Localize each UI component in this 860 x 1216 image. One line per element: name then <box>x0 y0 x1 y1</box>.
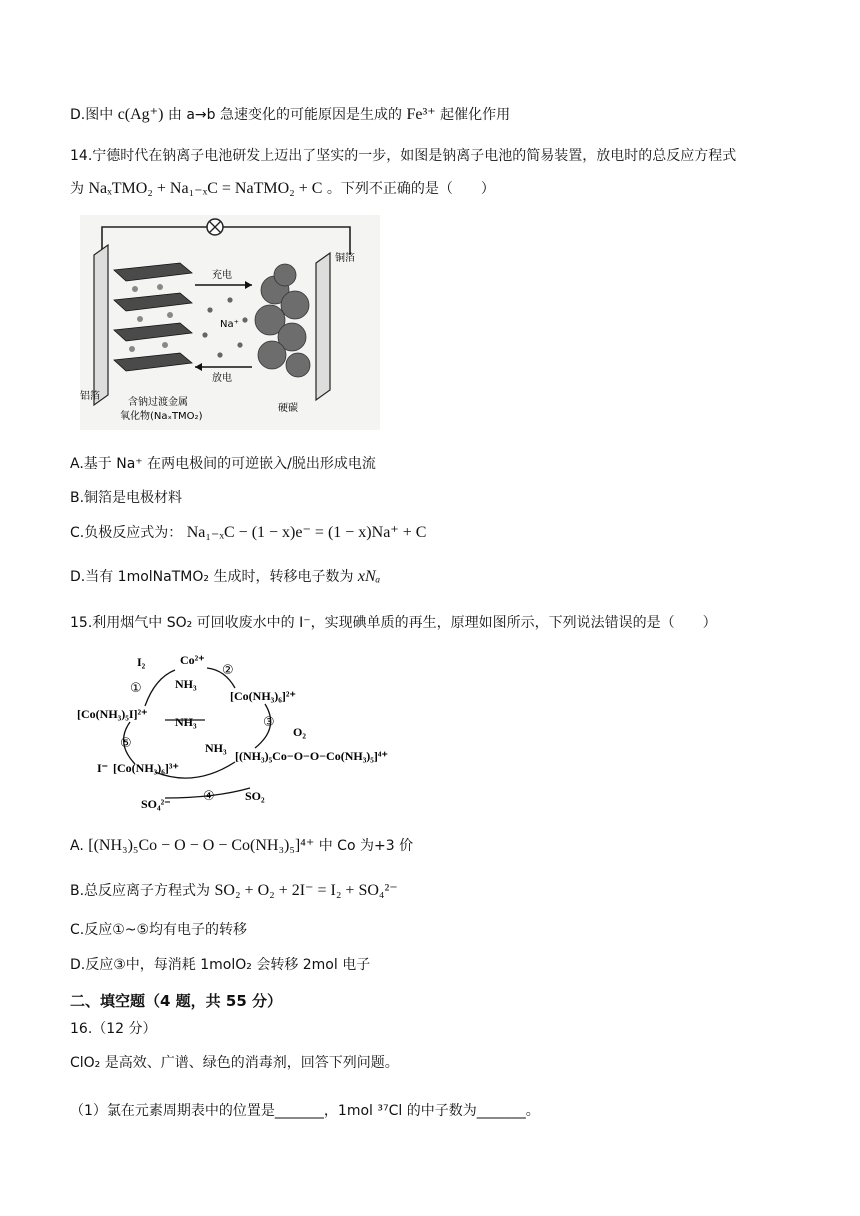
q14-stem2-suffix: 。下列不正确的是（ ） <box>326 181 495 197</box>
catalytic-cycle-diagram <box>75 648 435 818</box>
cycle-nh3-mid: NH₃ <box>175 715 197 729</box>
cycle-peroxo: [(NH₃)₅Co−O−O−Co(NH₃)₅]⁴⁺ <box>235 749 388 763</box>
q16-score: 16.（12 分） <box>70 1021 157 1037</box>
q14-optd-expr: xNₐ <box>357 568 381 585</box>
label-copper: 铜箔 <box>335 253 355 264</box>
sodium-battery-diagram <box>80 215 380 430</box>
q14-stem2-prefix: 为 <box>70 181 84 197</box>
q16-intro: ClO₂ 是高效、广谱、绿色的消毒剂，回答下列问题。 <box>70 1055 399 1071</box>
cycle-so4: SO₄²⁻ <box>141 797 171 811</box>
q14-optc-prefix: C.负极反应式为： <box>70 525 183 541</box>
label-anode: 硬碳 <box>278 403 298 414</box>
q14-option-b: B.铜箔是电极材料 <box>70 490 183 506</box>
q15-option-b <box>70 880 398 900</box>
cycle-nh3-low: NH₃ <box>205 741 227 755</box>
q13-optd-expr: c(Ag⁺) <box>117 106 164 123</box>
q13-optd-mid: 由 a→b 急速变化的可能原因是生成的 <box>167 107 403 123</box>
q15-option-d: D.反应③中，每消耗 1molO₂ 会转移 2mol 电子 <box>70 957 371 973</box>
step-5: ⑤ <box>120 736 132 751</box>
step-4: ④ <box>203 789 215 804</box>
q15-stem: 15.利用烟气中 SO₂ 可回收废水中的 I⁻，实现碘单质的再生，原理如图所示，下列说法错误的是（ ） <box>70 615 717 631</box>
q14-optd-prefix: D.当有 1molNaTMO₂ 生成时，转移电子数为 <box>70 569 354 585</box>
q14-option-d <box>70 566 380 586</box>
cycle-co-nh3-6: [Co(NH₃)₆]²⁺ <box>230 689 296 703</box>
q14-stem-line1: 14.宁德时代在钠离子电池研发上迈出了坚实的一步，如图是钠离子电池的简易装置，放电时的总反应方程式 <box>70 148 737 164</box>
step-1: ① <box>130 681 142 696</box>
label-cathode-2: 氧化物(NaₓTMO₂) <box>120 411 203 422</box>
cycle-arrows <box>124 668 271 798</box>
cycle-o2: O₂ <box>293 725 306 739</box>
cycle-co-nh3-6-3plus: [Co(NH₃)₆]³⁺ <box>113 761 179 775</box>
q15-opta-suffix: 中 Co 为+3 价 <box>318 838 414 854</box>
label-discharge: 放电 <box>212 373 232 384</box>
section-heading: 二、填空题（4 题，共 55 分） <box>70 992 282 1010</box>
step-3: ③ <box>263 715 275 730</box>
q15-opta-equation: [(NH₃)₅Co − O − O − Co(NH₃)₅]⁴⁺ <box>88 837 315 854</box>
q14-option-c <box>70 522 426 542</box>
aluminum-foil <box>94 245 108 405</box>
q14-equation: NaₓTMO₂ + Na₁₋ₓC = NaTMO₂ + C <box>88 180 323 197</box>
cycle-nh3-top: NH₃ <box>175 677 197 691</box>
cycle-co-i: [Co(NH₃)₅I]²⁺ <box>77 707 148 721</box>
q15-option-a <box>70 835 413 855</box>
cycle-i2: I₂ <box>137 655 146 669</box>
q15-optb-prefix: B.总反应离子方程式为 <box>70 883 211 899</box>
q15-option-c: C.反应①~⑤均有电子的转移 <box>70 922 248 938</box>
step-2: ② <box>222 663 234 678</box>
q14-stem-line2 <box>70 178 495 198</box>
q13-optd-prefix: D.图中 <box>70 107 114 123</box>
cycle-so2: SO₂ <box>245 789 265 803</box>
label-na-ion: Na⁺ <box>220 319 239 330</box>
q14-optc-equation: Na₁₋ₓC − (1 − x)e⁻ = (1 − x)Na⁺ + C <box>186 524 427 541</box>
cycle-co2: Co²⁺ <box>180 653 205 667</box>
label-cathode-1: 含钠过渡金属 <box>128 397 188 408</box>
label-aluminum: 铝箔 <box>80 391 100 402</box>
copper-foil <box>316 253 330 400</box>
q14-option-a: A.基于 Na⁺ 在两电极间的可逆嵌入/脱出形成电流 <box>70 456 376 472</box>
label-charge: 充电 <box>212 270 232 281</box>
q13-optd-suffix: 起催化作用 <box>440 107 511 123</box>
q15-optb-equation: SO₂ + O₂ + 2I⁻ = I₂ + SO₄²⁻ <box>214 882 398 899</box>
q13-option-d <box>70 104 510 124</box>
q16-part1: （1）氯在元素周期表中的位置是_______，1mol ³⁷Cl 的中子数为_______。 <box>70 1103 540 1119</box>
q13-optd-ion: Fe³⁺ <box>406 106 436 123</box>
cycle-i-minus: I⁻ <box>97 761 109 775</box>
q15-opta-prefix: A. <box>70 838 84 854</box>
